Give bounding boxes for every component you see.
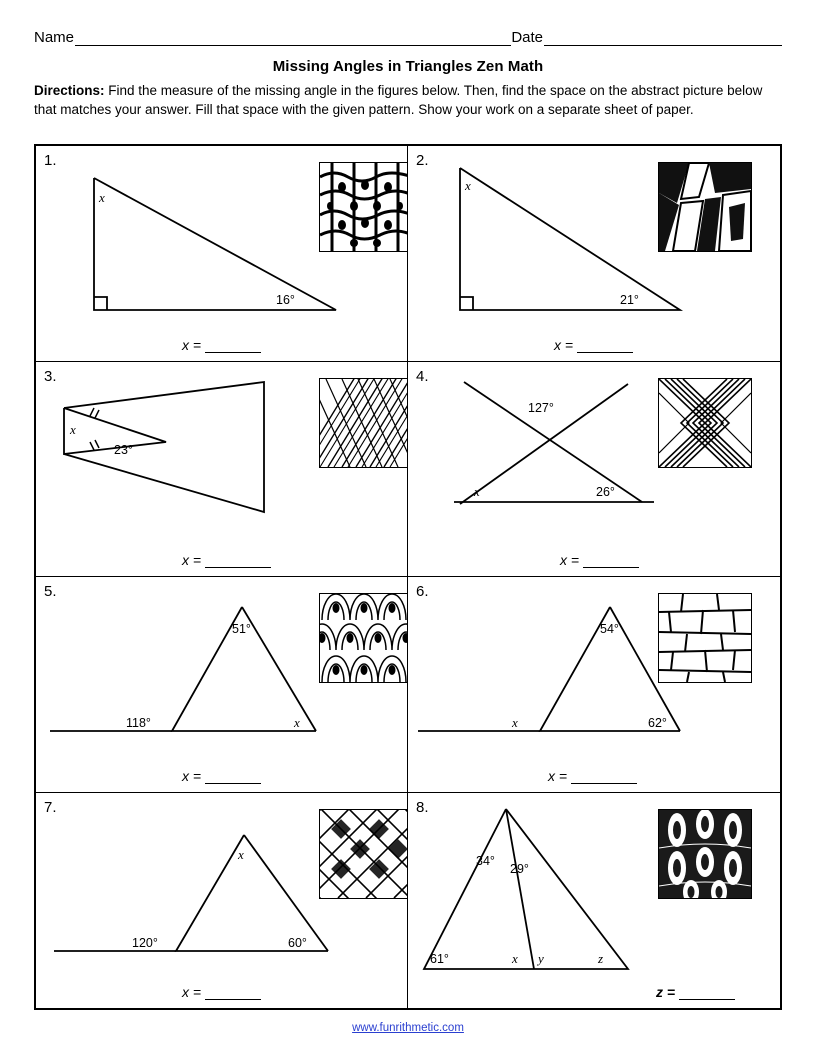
angle-label-21: 21° bbox=[620, 293, 639, 307]
swatch-cells bbox=[319, 162, 408, 252]
directions bbox=[34, 82, 782, 119]
angle-label-61: 61° bbox=[430, 951, 449, 966]
swatch-chevron-x bbox=[658, 378, 752, 468]
answer-line-2[interactable] bbox=[554, 337, 633, 353]
answer-blank[interactable] bbox=[583, 554, 639, 568]
angle-label-z: z bbox=[598, 950, 604, 966]
answer-line-6[interactable] bbox=[548, 768, 637, 784]
swatch-leaves bbox=[658, 809, 752, 899]
page-title: Missing Angles in Triangles Zen Math bbox=[272, 58, 544, 75]
swatch-diagonal-stripes bbox=[319, 378, 408, 468]
problem-number: 4. bbox=[416, 367, 429, 385]
problem-2 bbox=[408, 146, 780, 362]
answer-line-1[interactable] bbox=[182, 337, 261, 353]
answer-blank[interactable] bbox=[571, 770, 637, 784]
angle-label-x: x bbox=[70, 421, 76, 437]
answer-blank[interactable] bbox=[205, 339, 261, 353]
answer-label: x = bbox=[548, 767, 568, 784]
answer-blank[interactable] bbox=[205, 770, 261, 784]
problem-number: 8. bbox=[416, 798, 429, 816]
angle-label-y: y bbox=[538, 950, 544, 966]
angle-label-120: 120° bbox=[132, 935, 158, 950]
answer-label: x = bbox=[560, 552, 580, 568]
problem-4 bbox=[408, 362, 780, 578]
angle-label-60: 60° bbox=[288, 935, 307, 950]
answer-label: z = bbox=[656, 984, 676, 1000]
answer-blank[interactable] bbox=[679, 986, 735, 1000]
angle-label-118: 118° bbox=[126, 716, 151, 730]
angle-label-34: 34° bbox=[476, 853, 495, 868]
date-input-line[interactable] bbox=[544, 30, 782, 46]
answer-label: x = bbox=[554, 336, 574, 353]
angle-label-54: 54° bbox=[600, 622, 619, 636]
angle-label-x: x bbox=[474, 483, 480, 499]
name-input-line[interactable] bbox=[75, 30, 511, 46]
problem-number: 1. bbox=[44, 152, 57, 169]
swatch-plaid bbox=[319, 809, 408, 899]
directions-text: Find the measure of the missing angle in the figures below. Then, find the space on the abstract picture below that matches your answer. Fill that space with the given pattern. Show your work on a separate sheet of paper. bbox=[34, 83, 763, 117]
angle-label-29: 29° bbox=[510, 861, 529, 876]
angle-label-62: 62° bbox=[648, 716, 667, 730]
answer-blank[interactable] bbox=[205, 554, 271, 568]
answer-line-8[interactable] bbox=[656, 984, 735, 1000]
angle-label-16: 16° bbox=[276, 293, 295, 307]
swatch-scales bbox=[319, 593, 408, 683]
problem-6 bbox=[408, 577, 780, 793]
answer-line-4[interactable] bbox=[560, 552, 639, 568]
angle-label-23: 23° bbox=[114, 442, 133, 457]
answer-label: x = bbox=[182, 336, 202, 353]
problem-number: 6. bbox=[416, 583, 429, 600]
problem-8 bbox=[408, 793, 780, 1009]
problem-number: 2. bbox=[416, 152, 429, 169]
problem-number: 5. bbox=[44, 583, 57, 600]
name-date-row bbox=[34, 24, 782, 46]
directions-label: Directions: bbox=[34, 83, 105, 98]
angle-label-x: x bbox=[294, 715, 300, 730]
problem-number: 3. bbox=[44, 367, 57, 385]
footer-url[interactable]: www.funrithmetic.com bbox=[352, 1022, 464, 1034]
problem-1 bbox=[36, 146, 408, 362]
answer-blank[interactable] bbox=[577, 339, 633, 353]
angle-label-127: 127° bbox=[528, 400, 554, 415]
angle-label-x: x bbox=[512, 715, 518, 730]
angle-label-51: 51° bbox=[232, 622, 251, 636]
answer-blank[interactable] bbox=[205, 986, 261, 1000]
answer-line-5[interactable] bbox=[182, 768, 261, 784]
angle-label-x: x bbox=[512, 950, 518, 966]
name-label: Name bbox=[34, 29, 75, 46]
angle-label-x: x bbox=[465, 178, 471, 193]
angle-label-x: x bbox=[99, 190, 105, 205]
problems-grid bbox=[34, 144, 782, 1010]
problem-7 bbox=[36, 793, 408, 1009]
answer-label: x = bbox=[182, 767, 202, 784]
answer-line-3[interactable] bbox=[182, 552, 271, 568]
problem-5 bbox=[36, 577, 408, 793]
problem-number: 7. bbox=[44, 798, 57, 816]
swatch-bricks bbox=[658, 593, 752, 683]
answer-label: x = bbox=[182, 552, 202, 568]
answer-label: x = bbox=[182, 984, 202, 1000]
angle-label-x: x bbox=[238, 846, 244, 862]
swatch-shards bbox=[658, 162, 752, 252]
angle-label-26: 26° bbox=[596, 484, 615, 499]
date-label: Date bbox=[511, 29, 543, 46]
answer-line-7[interactable] bbox=[182, 984, 261, 1000]
problem-3 bbox=[36, 362, 408, 578]
